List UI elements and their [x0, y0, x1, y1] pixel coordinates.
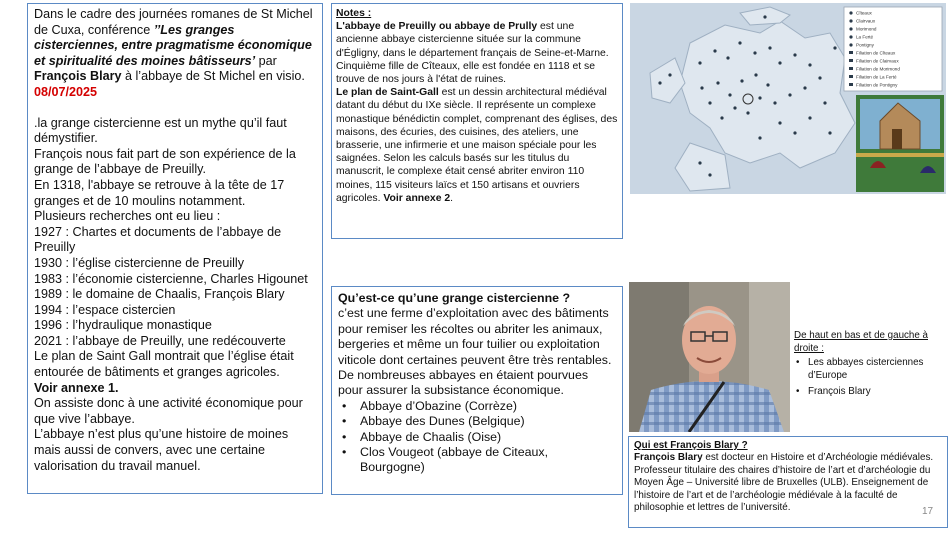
bio-heading: Qui est François Blary ? — [634, 440, 748, 451]
research-item: 1989 : le domaine de Chaalis, François Blary — [34, 287, 285, 302]
summary-line: Plusieurs recherches ont eu lieu : — [34, 209, 221, 224]
map-legend-label: Filiation de Clairvaux — [856, 58, 899, 64]
map-legend-label: Filiation de Pontigny — [856, 82, 898, 88]
conference-summary-box — [27, 3, 323, 494]
map-legend-label: Filiation de La Ferté — [856, 74, 897, 80]
summary-line: En 1318, l'abbaye se retrouve à la tête de 17 granges et de 10 moulins notamment. — [34, 177, 285, 208]
list-item: • Clos Vougeot (abbaye de Citeaux, Bourgogne) — [338, 445, 616, 476]
list-item: • Abbaye des Dunes (Belgique) — [338, 414, 616, 429]
bio-text: François Blary est docteur en Histoire et d’Archéologie médiévales. Professeur titulaire des chaires d’histoire de l’art et d’archéologie du Moyen Âge – Université libre de Bruxelles (ULB). Enseignement de l’histoire de l’art et de l’archéologie médiévale à la faculté de philosophie et lettres de l’université. — [634, 452, 934, 514]
legend-heading: De haut en bas et de gauche à droite : — [794, 330, 928, 354]
summary-line: L’abbaye n’est plus qu’une histoire de moines mais aussi de convers, avec une certaine valorisation du travail manuel. — [34, 427, 289, 473]
map-legend-label: Clairvaux — [856, 18, 876, 24]
abbey-list — [338, 399, 616, 476]
research-item: 1994 : l’espace cistercien — [34, 302, 176, 317]
list-item: • François Blary — [794, 386, 944, 399]
image-legend — [794, 330, 944, 403]
notes-box — [331, 3, 623, 239]
map-legend-label: Filiation de Cîteaux — [856, 50, 896, 56]
summary-line: François nous fait part de son expérience de la grange de l’abbaye de Preuilly. — [34, 146, 296, 177]
notes-heading: Notes : — [336, 8, 372, 19]
research-item: 2021 : l’abbaye de Preuilly, une redécouverte — [34, 333, 286, 348]
grange-definition-box — [331, 286, 623, 495]
speaker-name: François Blary — [34, 69, 122, 84]
map-legend-label: Cîteaux — [856, 10, 872, 16]
research-item: 1930 : l’église cistercienne de Preuilly — [34, 255, 245, 270]
research-item: 1983 : l’économie cistercienne, Charles Higounet — [34, 271, 308, 286]
francois-blary-photo — [629, 282, 790, 432]
annex-reference: Voir annexe 1. — [34, 380, 119, 395]
conference-intro: Dans le cadre des journées romanes de St Michel de Cuxa, conférence ’’Les granges cisterciennes, entre pragmatisme économique et spiritualité des moines bâtisseurs’ par François Blary à l’abbaye de St Michel en visio. 08/07/2025 — [34, 7, 313, 99]
research-item: 1927 : Chartes et documents de l’abbaye de Preuilly — [34, 224, 282, 255]
conference-title: ’’Les granges cisterciennes, entre pragmatisme économique et spiritualité des moines bâtisseurs’ — [34, 22, 312, 68]
map-legend-label: Filiation de Morimond — [856, 66, 900, 72]
map-legend-label: Morimond — [856, 26, 877, 32]
cistercian-abbeys-map-image — [630, 3, 946, 194]
summary-line: .la grange cistercienne est un mythe qu’il faut démystifier. — [34, 115, 287, 146]
map-legend-label: Pontigny — [856, 42, 874, 48]
summary-line: On assiste donc à une activité économique pour que vive l’abbaye. — [34, 396, 303, 426]
conference-date: 08/07/2025 — [34, 84, 98, 99]
medieval-illustration-inset — [856, 95, 944, 192]
list-item: • Abbaye de Chaalis (Oise) — [338, 430, 616, 445]
summary-line: Le plan de Saint Gall montrait que l’église était entourée de bâtiments et granges agricoles. — [34, 349, 294, 380]
list-item: • Les abbayes cisterciennes d’Europe — [794, 357, 944, 382]
grange-definition: c’est une ferme d’exploitation avec des bâtiments pour remiser les récoltes ou abriter les animaux, bergeries et même un four tuilier ou exploitation viticole dont certaines peuvent être très rentables. — [338, 306, 612, 367]
grange-subsistence: De nombreuses abbayes en étaient pourvues pour assurer la subsistance économique. — [338, 368, 589, 398]
research-item: 1996 : l’hydraulique monastique — [34, 318, 212, 333]
notes-preuilly-history: Cinquième fille de Cîteaux, elle est fondée en 1118 et se trouve de nos jours à l'état de ruines. — [336, 60, 595, 86]
page-number: 17 — [922, 506, 934, 517]
notes-preuilly: L'abbaye de Preuilly ou abbaye de Prully est une ancienne abbaye cistercienne située sur la commune d'Égligny, dans le département français de Seine-et-Marne. — [336, 21, 609, 59]
notes-saint-gall: Le plan de Saint-Gall est un dessin architectural médiéval datant du début du IXe siècle. Il représente un complexe monastique bénédictin complet, comprenant des églises, des maisons, des écuries, des cuisines, des ateliers, une brasserie, une infirmerie et une maison spéciale pour les saignées. Selon les calculs basés sur les titulus du manuscrit, le complexe était censé abriter environ 110 moines, 115 visiteurs laïcs et 150 artisans et ouvriers agricoles. Voir annexe 2. — [336, 87, 618, 204]
list-item: • Abbaye d’Obazine (Corrèze) — [338, 399, 616, 414]
speaker-bio-box — [628, 436, 948, 528]
grange-heading: Qu’est-ce qu’une grange cistercienne ? — [338, 291, 571, 305]
map-legend-label: La Ferté — [856, 34, 874, 40]
